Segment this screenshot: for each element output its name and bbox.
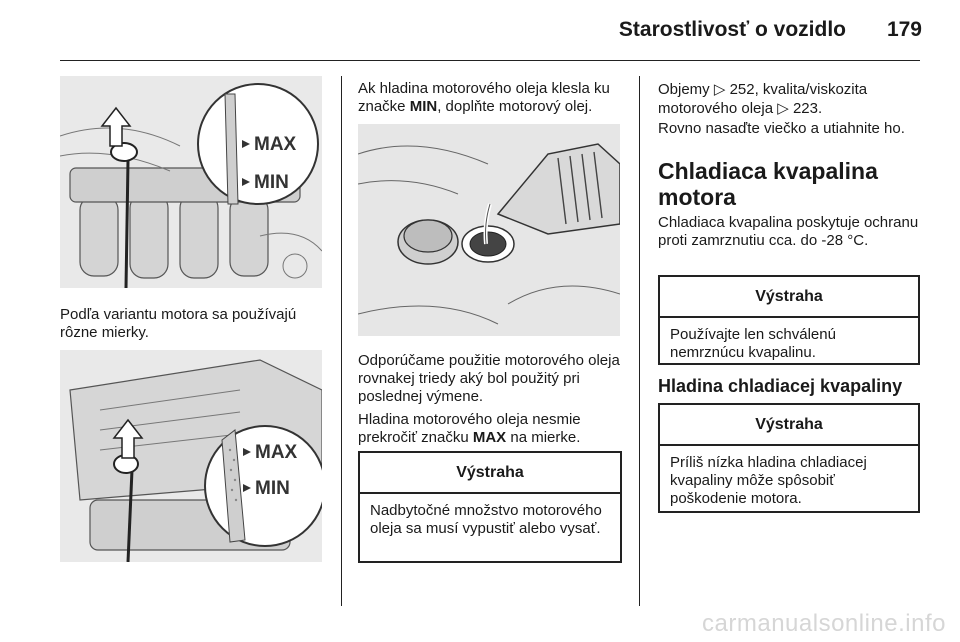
max-mark-text: MAX	[472, 429, 507, 446]
warning-title: Výstraha	[660, 277, 918, 318]
text-span: Hladina motorového oleja nesmie prekročiť značku	[358, 411, 581, 446]
header-rule	[60, 60, 920, 61]
text-span: 223.	[788, 100, 823, 117]
column-separator	[341, 76, 342, 606]
watermark: carmanualsonline.info	[702, 610, 946, 637]
warning-body: Používajte len schválenú nemrznúcu kvapalinu.	[670, 326, 836, 361]
engine-dipstick-illustration	[60, 76, 322, 288]
oil-pouring-illustration	[358, 124, 620, 336]
max-mark-label: MAX	[254, 134, 297, 155]
warning-title: Výstraha	[360, 453, 620, 494]
page-ref-icon: ▷	[777, 99, 789, 117]
page-number: 179	[886, 18, 922, 41]
paragraph-min-refill	[358, 80, 626, 116]
dipstick-figure-2	[60, 350, 322, 562]
running-header: Starostlivosť o vozidlo	[618, 18, 846, 41]
paragraph-max-limit	[358, 411, 626, 447]
warning-box-approved-antifreeze	[658, 275, 920, 365]
subheading-coolant-level: Hladina chladiacej kvapaliny	[658, 376, 903, 396]
min-mark-label: MIN	[254, 172, 289, 193]
paragraph-coolant-protection: Chladiaca kvapalina poskytuje ochranu proti zamrznutiu cca. do -28 °C.	[658, 214, 919, 249]
dipstick-figure-1	[60, 76, 322, 288]
min-mark-label: MIN	[255, 478, 290, 499]
warning-box-excess-oil	[358, 451, 622, 563]
min-mark-text: MIN	[409, 98, 438, 115]
engine-dipstick-illustration-2	[60, 350, 322, 562]
paragraph-cap-tighten: Rovno nasaďte viečko a utiahnite ho.	[658, 120, 905, 137]
text-span: Objemy	[658, 81, 714, 98]
section-heading-coolant: Chladiaca kvapalina motora	[658, 158, 878, 210]
warning-body: Príliš nízka hladina chladiacej kvapaliny môže spôsobiť poškodenie motora.	[670, 454, 867, 507]
oil-refill-figure	[358, 124, 620, 336]
text-span: 252, kvalita/viskozita motorového oleja	[658, 81, 868, 117]
paragraph-oil-grade: Odporúčame použitie motorového oleja rovnakej triedy aký bol použitý pri poslednej výmene.	[358, 352, 620, 405]
warning-body: Nadbytočné množstvo motorového oleja sa musí vypustiť alebo vysať.	[370, 502, 602, 537]
paragraph-capacities	[658, 80, 928, 118]
text-span: Ak hladina motorového oleja klesla ku značke	[358, 80, 610, 115]
warning-title: Výstraha	[660, 405, 918, 446]
warning-box-low-coolant	[658, 403, 920, 513]
caption-dipstick-variants: Podľa variantu motora sa používajú rôzne mierky.	[60, 306, 297, 341]
text-span: na mierke.	[506, 429, 581, 446]
page-ref-icon: ▷	[713, 80, 726, 98]
max-mark-label: MAX	[255, 442, 298, 463]
column-separator	[639, 76, 640, 606]
text-span: , doplňte motorový olej.	[437, 98, 593, 115]
